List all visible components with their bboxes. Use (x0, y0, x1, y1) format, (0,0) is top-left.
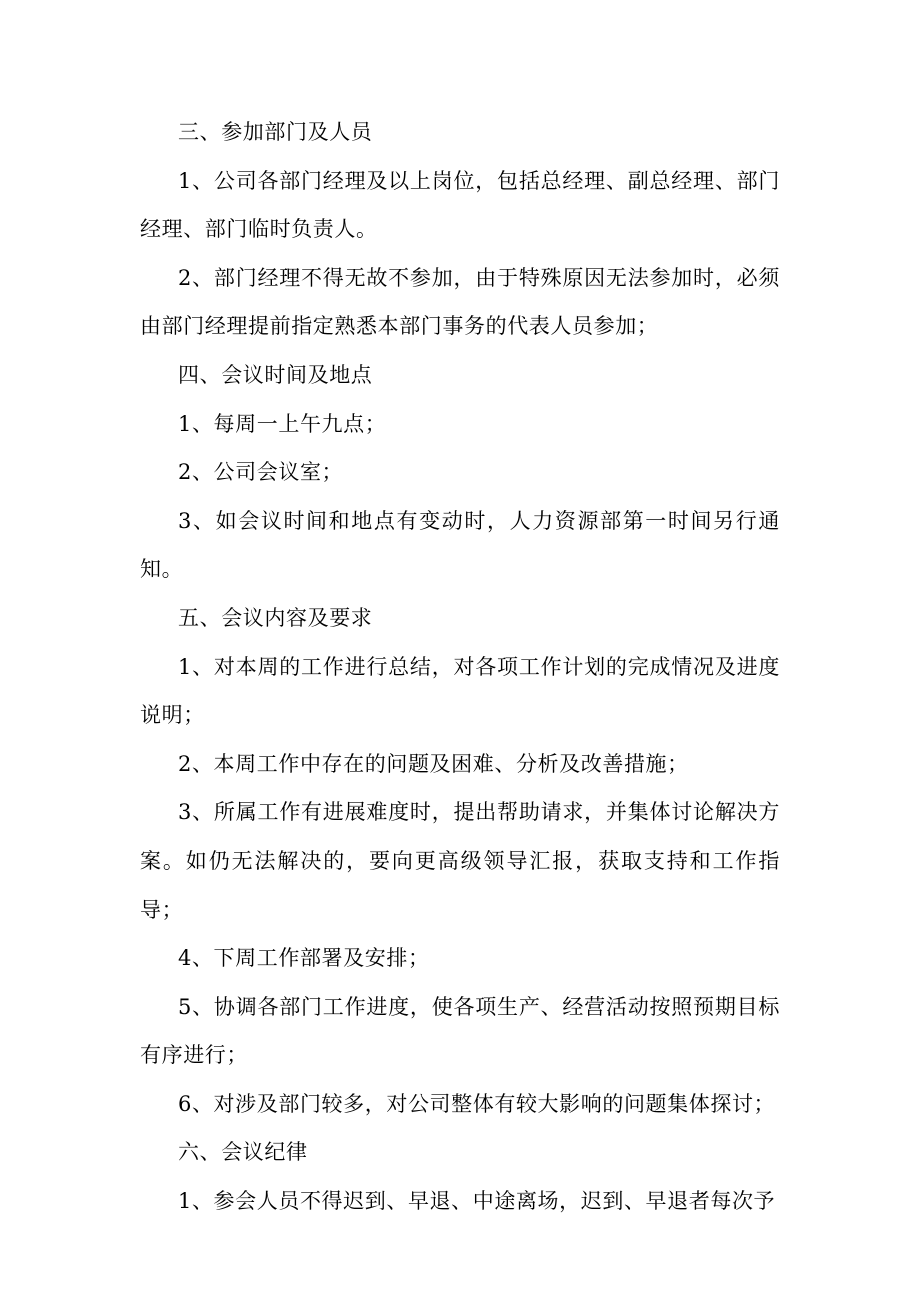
section-heading-meeting-discipline: 六、会议纪律 (178, 1140, 308, 1165)
document-body (140, 108, 780, 1226)
paragraph: 1、参会人员不得迟到、早退、中途离场，迟到、早退者每次予 (178, 1189, 776, 1214)
paragraph: 3、所属工作有进展难度时，提出帮助请求，并集体讨论解决方案。如仍无法解决的，要向更高级领导汇报，获取支持和工作指导； (140, 800, 780, 922)
paragraph: 4、下周工作部署及安排； (178, 946, 430, 971)
paragraph: 1、每周一上午九点； (178, 411, 387, 436)
paragraph: 2、公司会议室； (178, 460, 344, 485)
section-heading-participants: 三、参加部门及人员 (178, 120, 373, 144)
paragraph: 2、部门经理不得无故不参加，由于特殊原因无法参加时，必须由部门经理提前指定熟悉本部门事务的代表人员参加； (140, 265, 780, 339)
section-heading-content-requirements: 五、会议内容及要求 (178, 605, 373, 630)
paragraph: 1、公司各部门经理及以上岗位，包括总经理、副总经理、部门经理、部门临时负责人。 (140, 168, 780, 242)
paragraph: 5、协调各部门工作进度，使各项生产、经营活动按照预期目标有序进行； (140, 994, 780, 1068)
section-heading-time-location: 四、会议时间及地点 (178, 362, 373, 387)
paragraph: 2、本周工作中存在的问题及困难、分析及改善措施； (178, 751, 689, 776)
paragraph: 1、对本周的工作进行总结，对各项工作计划的完成情况及进度说明； (140, 654, 780, 728)
paragraph: 3、如会议时间和地点有变动时，人力资源部第一时间另行通知。 (140, 508, 780, 582)
paragraph: 6、对涉及部门较多，对公司整体有较大影响的问题集体探讨； (178, 1091, 776, 1116)
